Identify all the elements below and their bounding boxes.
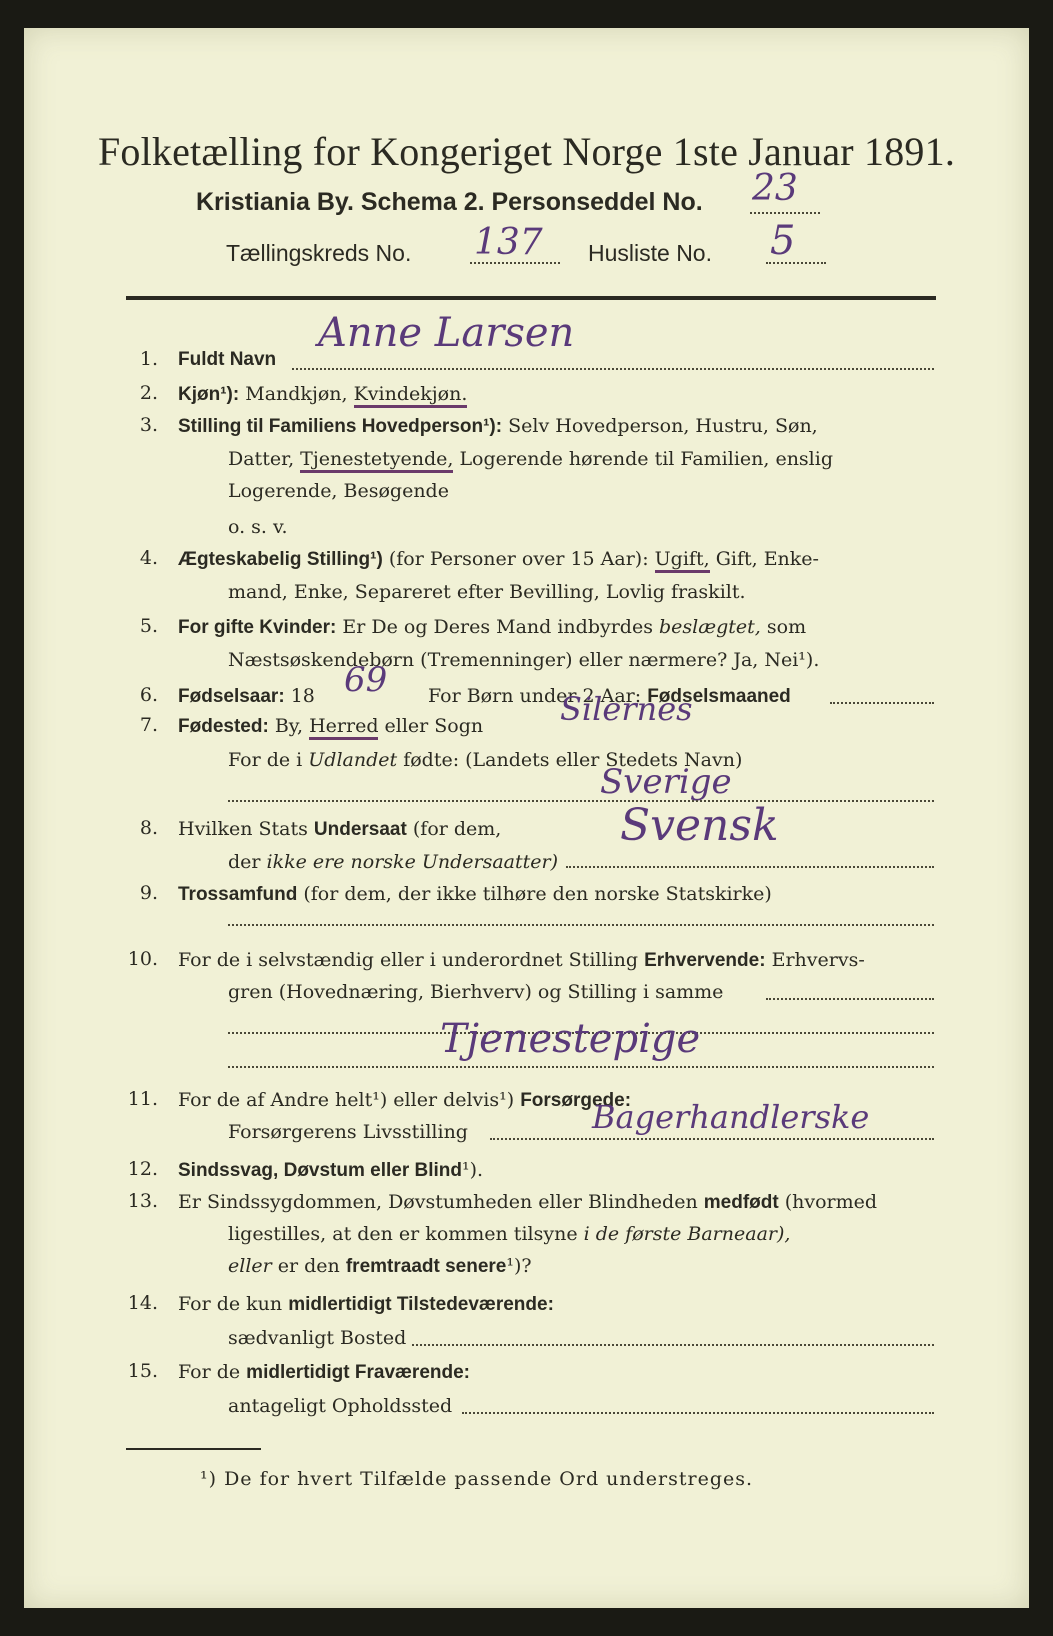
field-8-number: 8. [139,817,158,839]
field-2-option-a: Mandkjøn, [245,383,348,405]
field-6-label: Fødselsaar: [178,686,285,707]
field-8-text-b1: der [228,851,261,873]
field-11-line-a [178,1088,631,1113]
field-2-line [178,382,467,407]
census-form-sheet [24,28,1029,1608]
field-8-dots [566,866,934,868]
field-3-line-b [228,447,833,471]
field-12-number: 12. [127,1158,158,1180]
field-6-dots [830,702,934,704]
field-13-line-b [228,1222,790,1246]
field-11-dots [490,1138,934,1140]
field-6-number: 6. [139,684,158,706]
form-subtitle [196,188,703,217]
field-10-dots-b [766,998,934,1000]
field-7-text-b1: For de i [228,749,303,771]
field-10-line-a [178,948,865,973]
field-3-label: Stilling til Familiens Hovedperson¹): [178,416,503,437]
field-6-text: For Børn under 2 Aar: [428,685,642,707]
field-5-number: 5. [139,615,158,637]
field-7-value2: Sverige [600,762,732,802]
field-13-text-c3: ¹)? [506,1255,532,1277]
field-13-label: medfødt [703,1192,779,1213]
field-9-text: (for dem, der ikke tilhøre den norske Statskirke) [303,883,772,905]
field-13-line-a [178,1190,877,1215]
field-3-text-b1: Datter, [228,448,295,470]
field-7-value: Silernes [560,690,693,728]
footnote-rule [126,1448,261,1450]
field-13-text-c2: er den [277,1255,340,1277]
form-title: Folketælling for Kongeriget Norge 1ste Januar 1891. [97,129,956,174]
field-2-option-b: Kvindekjøn. [354,383,468,408]
field-8-value: Svensk [620,800,779,851]
field-8-label: Undersaat [313,819,407,840]
field-7-text-a1: By, [274,715,304,737]
field-7-text-b2: Udlandet [308,749,398,771]
field-5-line-a [178,615,806,640]
field-12-line [178,1158,483,1183]
husliste-number: 5 [770,218,796,264]
field-10-text-b: gren (Hovednæring, Bierhverv) og Stilling i samme [228,981,724,1003]
field-5-label: For gifte Kvinder: [178,617,337,638]
field-6-value: 69 [344,660,388,700]
field-14-line-a [178,1292,554,1317]
field-15-number: 15. [127,1360,158,1382]
field-1-dots [292,368,934,370]
taellingskreds-dots [470,262,560,264]
field-8-text-a2: (for dem, [412,818,502,840]
field-8-line-b [228,850,558,874]
field-4-text-b: mand, Enke, Separeret efter Bevilling, Lovlig fraskilt. [228,581,746,603]
field-1-value: Anne Larsen [318,310,575,356]
field-10-label: Erhvervende: [644,950,766,971]
field-10-dots-d [228,1066,934,1068]
field-4-number: 4. [139,547,158,569]
header-rule [126,296,936,300]
field-7-dots [228,800,934,802]
field-7-number: 7. [139,714,158,736]
field-15-label: midlertidigt Fraværende: [246,1362,470,1383]
field-1-label: Fuldt Navn [178,349,277,370]
field-10-number: 10. [127,948,158,970]
field-2-label: Kjøn¹): [178,384,240,405]
field-12-label: Sindssvag, Døvstum eller Blind [178,1160,463,1181]
field-9-dots [228,924,934,926]
field-11-label: Forsørgede: [520,1090,632,1111]
field-6-prefix: 18 [290,685,315,707]
subtitle-prefix: Kristiania By. Schema 2. Personseddel No. [196,188,703,216]
field-14-text-a1: For de kun [178,1293,283,1315]
field-14-dots [412,1344,934,1346]
field-4-text-a3: Gift, Enke- [715,548,819,570]
personseddel-dots [750,212,820,214]
field-4-line-a [178,547,819,572]
footnote: ¹) De for hvert Tilfælde passende Ord understreges. [200,1468,754,1490]
field-15-line-a [178,1360,470,1385]
field-3-text-b2: Tjenestetyende, [300,448,453,473]
field-3-text-c: Logerende, Besøgende [228,480,449,502]
field-6-label2: Fødselsmaaned [647,686,791,707]
field-8-line-a [178,817,501,842]
taellingskreds-number: 137 [474,222,543,263]
field-2-number: 2. [139,382,158,404]
field-8-text-b2: ikke ere norske Undersaatter) [266,851,559,873]
field-11-number: 11. [127,1088,158,1110]
field-5-text-a3: som [766,616,807,638]
field-9-number: 9. [139,882,158,904]
field-15-dots [462,1412,934,1414]
field-5-text-a2: beslægtet, [659,616,761,638]
field-5-text-a1: Er De og Deres Mand indbyrdes [342,616,653,638]
field-4-text-a2: Ugift, [655,548,710,573]
field-11-text-b: Forsørgerens Livsstilling [228,1121,468,1143]
field-14-label: midlertidigt Tilstedeværende: [288,1294,554,1315]
field-11-text-a1: For de af Andre helt¹) eller delvis¹) [178,1089,515,1111]
field-13-number: 13. [127,1190,158,1212]
field-11-value: Bagerhandlerske [592,1098,870,1136]
field-13-text-b1: ligestilles, at den er kommen tilsyne [228,1223,578,1245]
field-9-line [178,882,772,907]
field-14-number: 14. [127,1292,158,1314]
field-10-text-a2: Erhvervs- [771,949,865,971]
field-13-label2: fremtraadt senere [345,1256,507,1277]
taellingskreds-label: Tællingskreds No. [226,240,412,266]
field-8-text-a1: Hvilken Stats [178,818,308,840]
field-13-text-a1: Er Sindssygdommen, Døvstumheden eller Blindheden [178,1191,698,1213]
personseddel-number: 23 [752,168,798,209]
field-1-number: 1. [139,348,158,370]
husliste-label: Husliste No. [588,240,712,266]
taellingskreds-line [226,240,411,267]
field-14-text-b: sædvanligt Bosted [228,1327,407,1349]
field-3-text-d: o. s. v. [228,516,288,538]
field-3-text-a: Selv Hovedperson, Hustru, Søn, [508,415,818,437]
field-13-text-c1: eller [228,1255,272,1277]
field-13-text-a2: (hvormed [784,1191,878,1213]
field-7-text-a3: eller Sogn [384,715,484,737]
field-7-text-a2: Herred [309,715,378,740]
field-13-text-b2: i de første Barneaar), [583,1223,791,1245]
field-15-text-a1: For de [178,1361,241,1383]
field-4-text-a1: (for Personer over 15 Aar): [388,548,649,570]
field-3-number: 3. [139,414,158,436]
field-7-label: Fødested: [178,716,269,737]
field-6-line [178,684,315,709]
field-7-line-a [178,714,483,739]
field-5-text-b: Næstsøskendebørn (Tremenninger) eller nærmere? Ja, Nei¹). [228,649,820,671]
field-13-line-c [228,1254,532,1279]
field-10-text-a1: For de i selvstændig eller i underordnet Stilling [178,949,639,971]
husliste-dots [766,262,826,264]
field-7-text-b3: fødte: (Landets eller Stedets Navn) [403,749,743,771]
field-3-line-a [178,414,818,439]
field-15-text-b: antageligt Opholdssted [228,1395,453,1417]
field-4-label: Ægteskabelig Stilling¹) [178,549,383,570]
field-3-text-b3: Logerende hørende til Familien, enslig [459,448,833,470]
field-12-suffix: ¹). [462,1159,484,1181]
field-9-label: Trossamfund [178,884,298,905]
field-10-value: Tjenestepige [440,1016,701,1062]
